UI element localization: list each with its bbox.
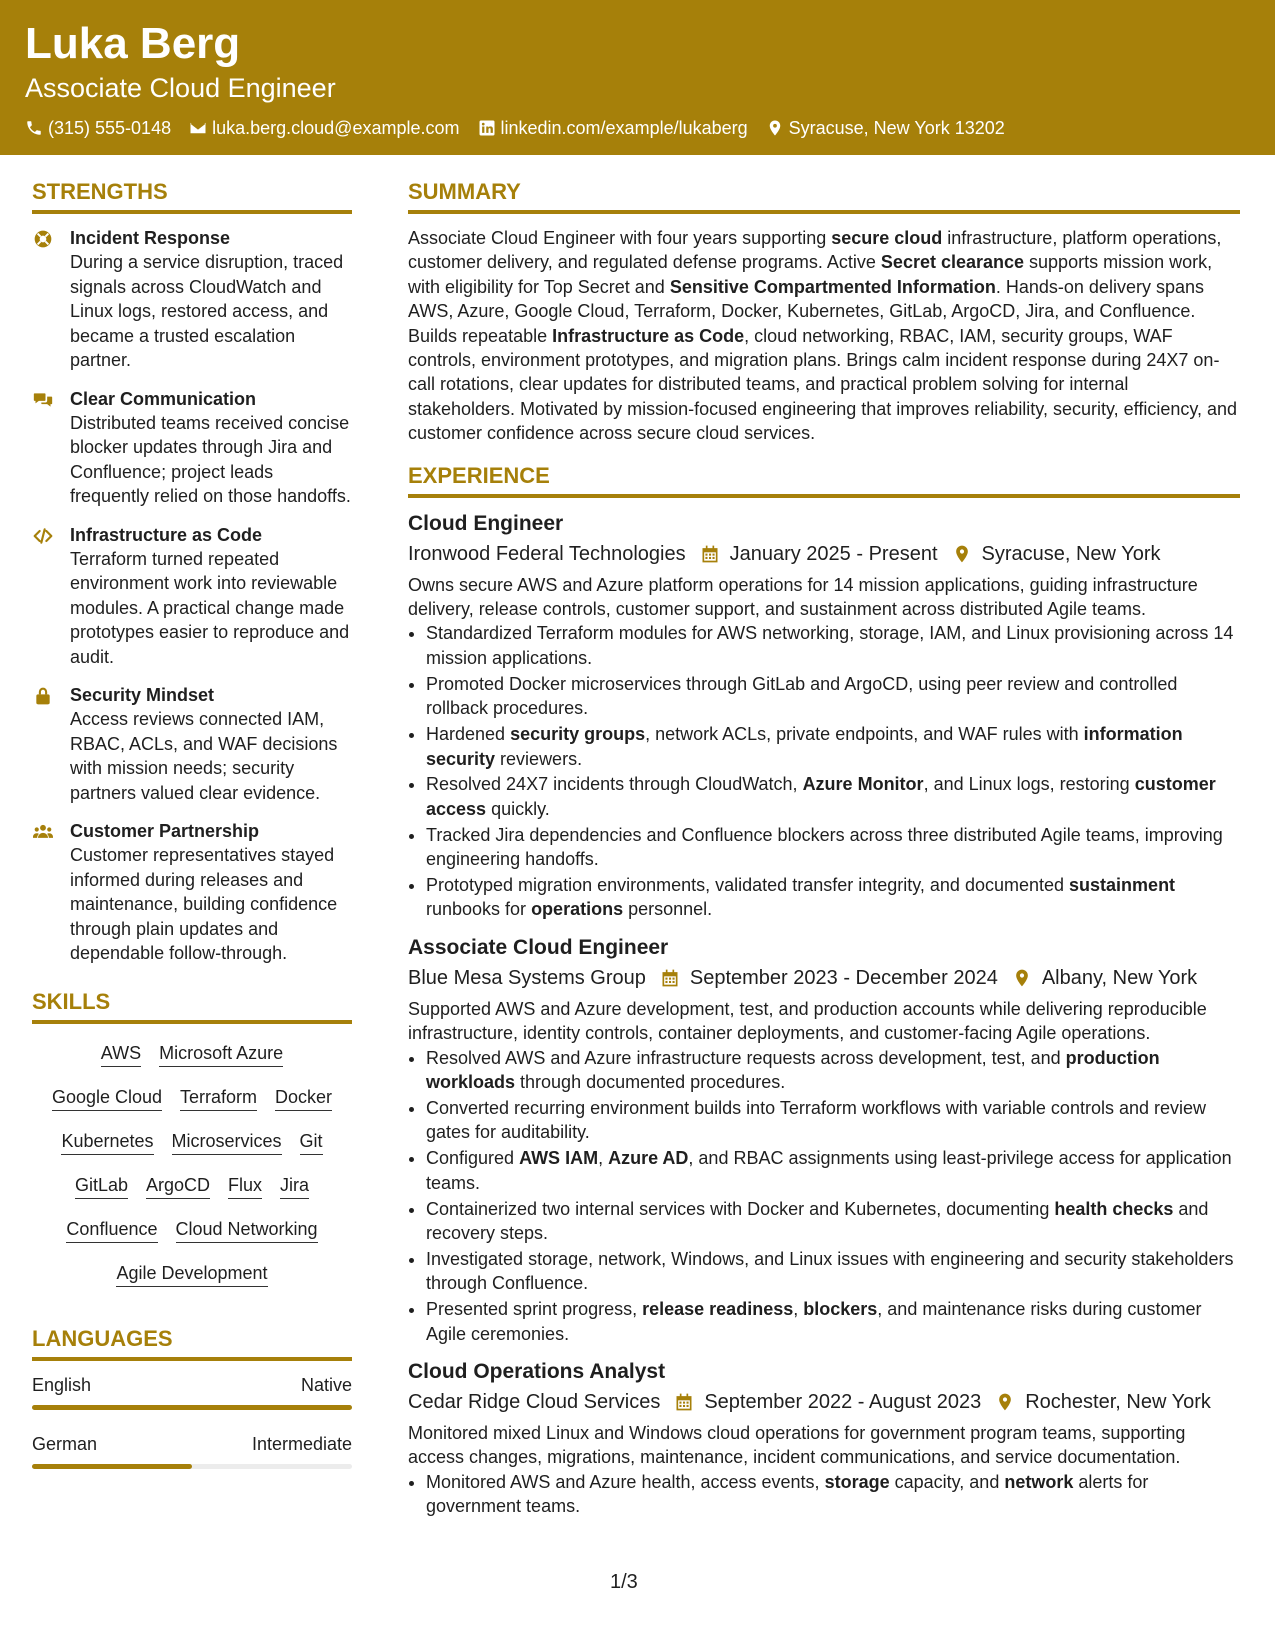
summary-heading: SUMMARY bbox=[408, 178, 1240, 214]
skill-tag: ArgoCD bbox=[146, 1174, 210, 1199]
linkedin-text: linkedin.com/example/lukaberg bbox=[500, 118, 748, 138]
email-text: luka.berg.cloud@example.com bbox=[212, 118, 460, 138]
users-icon bbox=[32, 822, 54, 842]
job-dates: September 2023 - December 2024 bbox=[689, 966, 998, 989]
strength-item bbox=[32, 819, 352, 966]
strength-item bbox=[32, 523, 352, 670]
chat-bubbles-icon bbox=[32, 390, 54, 410]
contact-bar bbox=[25, 117, 1005, 139]
location-pin-icon bbox=[766, 119, 784, 137]
strength-description: Customer representatives stayed informed during releases and maintenance, building confidence through plain updates and dependable follow-through. bbox=[70, 845, 338, 963]
strength-title: Infrastructure as Code bbox=[70, 524, 263, 545]
skill-tag: Agile Development bbox=[116, 1262, 267, 1287]
skill-tag: AWS bbox=[101, 1042, 141, 1067]
job-dates: January 2025 - Present bbox=[729, 542, 938, 565]
location-pin-icon bbox=[1012, 968, 1032, 988]
language-item bbox=[32, 1373, 352, 1410]
skill-tag: Google Cloud bbox=[52, 1086, 162, 1111]
job-description: Supported AWS and Azure development, test, and production accounts while delivering reproducible infrastructure, identity controls, container deployments, and customer-facing Agile operations. bbox=[408, 998, 1207, 1044]
strength-description: Terraform turned repeated environment work into reviewable modules. A practical change made prototypes easier to reproduce and audit. bbox=[70, 548, 350, 667]
strength-item bbox=[32, 683, 352, 805]
list-item: • Presented sprint progress, release readiness, blockers, and maintenance risks during customer Agile ceremonies. bbox=[426, 1297, 1240, 1346]
skills-list bbox=[32, 1036, 352, 1287]
contact-phone bbox=[25, 117, 171, 139]
contact-linkedin[interactable] bbox=[478, 117, 748, 139]
calendar-icon bbox=[700, 544, 720, 564]
job-meta bbox=[408, 540, 1240, 568]
calendar-icon bbox=[674, 1392, 694, 1412]
lock-icon bbox=[32, 686, 54, 706]
skill-tag: Git bbox=[300, 1130, 323, 1155]
job-location: Rochester, New York bbox=[1025, 1391, 1211, 1414]
language-proficiency-bar bbox=[32, 1405, 352, 1410]
language-name: German bbox=[32, 1433, 98, 1454]
language-proficiency-fill bbox=[32, 1405, 352, 1410]
skill-tag: Kubernetes bbox=[61, 1130, 153, 1155]
job-entry bbox=[408, 1358, 1240, 1519]
strengths-heading: STRENGTHS bbox=[32, 178, 352, 214]
contact-email[interactable] bbox=[189, 117, 459, 139]
job-dates: September 2022 - August 2023 bbox=[704, 1391, 982, 1414]
list-item: • Monitored AWS and Azure health, access events, storage capacity, and network alerts for government teams. bbox=[426, 1470, 1240, 1519]
contact-location bbox=[766, 117, 1005, 139]
candidate-name: Luka Berg bbox=[25, 19, 241, 68]
job-bullets bbox=[408, 1046, 1240, 1346]
list-item: • Hardened security groups, network ACLs, private endpoints, and WAF rules with information security reviewers. bbox=[426, 722, 1240, 771]
language-proficiency-fill bbox=[32, 1464, 192, 1469]
job-company: Ironwood Federal Technologies bbox=[408, 542, 686, 565]
phone-text: (315) 555-0148 bbox=[48, 118, 172, 138]
job-description: Monitored mixed Linux and Windows cloud operations for government program teams, supporting access changes, migrations, maintenance, incident communications, and service documentation. bbox=[408, 1423, 1186, 1468]
job-location: Syracuse, New York bbox=[981, 542, 1161, 565]
skill-tag: Jira bbox=[280, 1174, 309, 1199]
skill-tag: GitLab bbox=[75, 1174, 128, 1199]
skill-tag: Docker bbox=[275, 1086, 332, 1111]
list-item: • Tracked Jira dependencies and Confluence blockers across three distributed Agile teams, improving engineering handoffs. bbox=[426, 823, 1240, 872]
location-text: Syracuse, New York 13202 bbox=[788, 118, 1005, 138]
job-title: Cloud Operations Analyst bbox=[408, 1360, 666, 1384]
job-bullets bbox=[408, 621, 1240, 921]
list-item: • Configured AWS IAM, Azure AD, and RBAC assignments using least-privilege access for application teams. bbox=[426, 1146, 1240, 1195]
list-item: • Resolved 24X7 incidents through CloudWatch, Azure Monitor, and Linux logs, restoring customer access quickly. bbox=[426, 772, 1240, 821]
phone-icon bbox=[25, 119, 43, 137]
list-item: • Prototyped migration environments, validated transfer integrity, and documented sustainment runbooks for operations personnel. bbox=[426, 873, 1240, 922]
skill-tag: Terraform bbox=[180, 1086, 257, 1111]
list-item: • Promoted Docker microservices through GitLab and ArgoCD, using peer review and controlled rollback procedures. bbox=[426, 672, 1240, 721]
language-proficiency-bar bbox=[32, 1464, 352, 1469]
language-level: Native bbox=[300, 1374, 352, 1395]
calendar-icon bbox=[660, 968, 680, 988]
list-item: • Converted recurring environment builds into Terraform workflows with variable controls and review gates for auditability. bbox=[426, 1096, 1240, 1145]
strength-title: Incident Response bbox=[70, 228, 231, 248]
job-title: Cloud Engineer bbox=[408, 511, 564, 535]
skills-heading: SKILLS bbox=[32, 988, 352, 1024]
resume-header bbox=[0, 0, 1275, 155]
location-pin-icon bbox=[952, 544, 972, 564]
experience-list bbox=[408, 510, 1240, 1519]
strength-description: Access reviews connected IAM, RBAC, ACLs, and WAF decisions with mission needs; security partners valued clear evidence. bbox=[70, 709, 338, 803]
envelope-icon bbox=[189, 119, 207, 137]
experience-heading: EXPERIENCE bbox=[408, 462, 1240, 498]
job-location: Albany, New York bbox=[1041, 966, 1198, 989]
skill-tag: Flux bbox=[228, 1174, 262, 1199]
strength-item bbox=[32, 226, 352, 373]
strength-title: Security Mindset bbox=[70, 685, 215, 705]
linkedin-icon bbox=[478, 119, 496, 137]
job-company: Blue Mesa Systems Group bbox=[408, 966, 646, 989]
skill-tag: Cloud Networking bbox=[176, 1218, 318, 1243]
summary-text: Associate Cloud Engineer with four years supporting secure cloud infrastructure, platform operations, customer delivery, and regulated defense programs. Active Secret clearance supports mission work, with eligibility for Top Secret and Sensitive Compartmented Information. Hands-on delivery spans AWS, Azure, Google Cloud, Terraform, Docker, Kubernetes, GitLab, ArgoCD, Jira, and Confluence. Builds repeatable Infrastructure as Code, cloud networking, RBAC, IAM, security groups, WAF controls, environment prototypes, and migration plans. Brings calm incident response during 24X7 on-call rotations, clear updates for distributed teams, and practical problem solving for internal stakeholders. Motivated by mission-focused engineering that improves reliability, security, efficiency, and customer confidence across secure cloud services. bbox=[408, 228, 1238, 444]
job-entry bbox=[408, 934, 1240, 1346]
language-item bbox=[32, 1432, 352, 1469]
strength-description: During a service disruption, traced signals across CloudWatch and Linux logs, restored access, and became a trusted escalation partner. bbox=[70, 252, 344, 370]
strength-title: Clear Communication bbox=[70, 388, 257, 409]
job-entry bbox=[408, 510, 1240, 922]
list-item: • Resolved AWS and Azure infrastructure requests across development, test, and production workloads through documented procedures. bbox=[426, 1046, 1240, 1095]
strength-item bbox=[32, 387, 352, 509]
job-company: Cedar Ridge Cloud Services bbox=[408, 1391, 661, 1414]
list-item: • Standardized Terraform modules for AWS networking, storage, IAM, and Linux provisioning across 14 mission applications. bbox=[426, 621, 1240, 670]
job-meta bbox=[408, 964, 1240, 992]
skill-tag: Microsoft Azure bbox=[159, 1042, 283, 1067]
left-column bbox=[32, 178, 352, 1491]
skill-tag: Confluence bbox=[66, 1218, 157, 1243]
job-bullets bbox=[408, 1470, 1240, 1519]
list-item: • Investigated storage, network, Windows, and Linux issues with engineering and security stakeholders through Confluence. bbox=[426, 1247, 1240, 1296]
code-icon bbox=[32, 526, 54, 546]
language-name: English bbox=[32, 1374, 92, 1395]
strength-title: Customer Partnership bbox=[70, 821, 260, 841]
job-meta bbox=[408, 1388, 1240, 1416]
job-title: Associate Cloud Engineer bbox=[408, 935, 669, 959]
lifebuoy-icon bbox=[32, 229, 54, 249]
skill-tag: Microservices bbox=[172, 1130, 282, 1155]
location-pin-icon bbox=[995, 1392, 1015, 1412]
candidate-title: Associate Cloud Engineer bbox=[25, 73, 336, 103]
strength-description: Distributed teams received concise blocker updates through Jira and Confluence; project leads frequently relied on those handoffs. bbox=[70, 412, 351, 506]
languages-heading: LANGUAGES bbox=[32, 1325, 352, 1361]
page-number: 1/3 bbox=[610, 1571, 638, 1593]
list-item: • Containerized two internal services with Docker and Kubernetes, documenting health checks and recovery steps. bbox=[426, 1197, 1240, 1246]
language-level: Intermediate bbox=[251, 1433, 352, 1454]
job-description: Owns secure AWS and Azure platform operations for 14 mission applications, guiding infrastructure delivery, release controls, customer support, and sustainment across distributed Agile teams. bbox=[408, 574, 1198, 620]
right-column bbox=[408, 178, 1240, 1531]
